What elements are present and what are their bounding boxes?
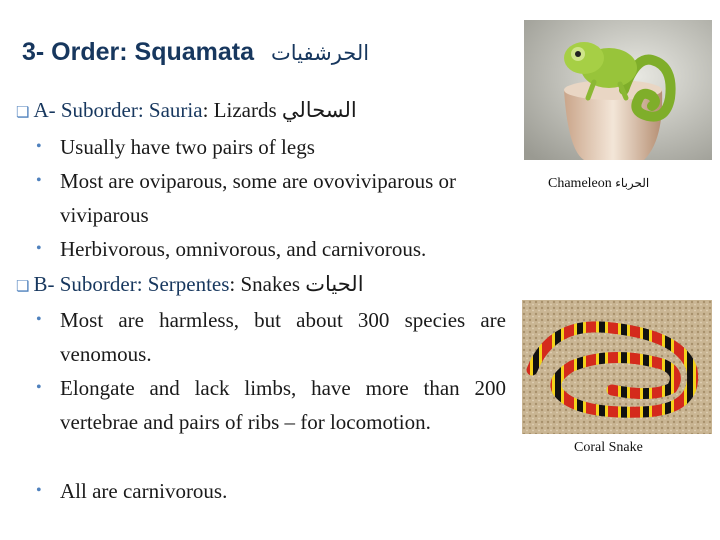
bullet-icon: • (36, 311, 42, 328)
bullet-icon: • (36, 138, 42, 155)
suborder-b-common: : Snakes (229, 272, 300, 296)
list-item (36, 130, 506, 164)
coral-snake-caption: Coral Snake (574, 440, 643, 455)
list-item (36, 232, 506, 266)
section-marker-icon: ❏ (16, 105, 30, 121)
suborder-a-heading (16, 98, 357, 123)
list-item (36, 164, 506, 232)
bullet-text: Usually have two pairs of legs (60, 135, 315, 159)
bullet-icon: • (36, 172, 42, 189)
slide-title (22, 38, 369, 67)
suborder-b-label: B- Suborder: Serpentes (33, 272, 230, 296)
title-main: 3- Order: Squamata (22, 38, 255, 66)
suborder-a-common: : Lizards (202, 98, 277, 122)
chameleon-illustration (524, 20, 712, 160)
suborder-a-label: A- Suborder: Sauria (33, 98, 203, 122)
bullet-text: Elongate and lack limbs, have more than 200 vertebrae and pairs of ribs – for locomotion. (60, 376, 506, 434)
bullet-text: Most are oviparous, some are ovoviviparous or viviparous (60, 169, 456, 227)
suborder-b-heading (16, 272, 364, 297)
chameleon-caption-text: Chameleon (548, 176, 612, 191)
list-item (36, 303, 506, 371)
bullet-text: Herbivorous, omnivorous, and carnivorous. (60, 237, 427, 261)
chameleon-caption (548, 176, 649, 192)
bullet-text: All are carnivorous. (60, 479, 228, 503)
chameleon-caption-arabic: الحرباء (615, 176, 650, 190)
coral-snake-illustration (522, 300, 712, 434)
section-marker-icon: ❏ (16, 279, 30, 295)
list-item (36, 371, 506, 439)
list-item (36, 474, 506, 508)
bullet-icon: • (36, 482, 42, 499)
bullet-text: Most are harmless, but about 300 species are venomous. (60, 308, 506, 366)
suborder-b-arabic: الحيات (305, 272, 364, 296)
bullet-icon: • (36, 240, 42, 257)
coral-snake-photo (522, 300, 712, 434)
title-arabic: الحرشفيات (270, 42, 370, 65)
chameleon-photo (524, 20, 712, 160)
bullet-icon: • (36, 379, 42, 396)
suborder-a-arabic: السحالي (281, 98, 357, 122)
